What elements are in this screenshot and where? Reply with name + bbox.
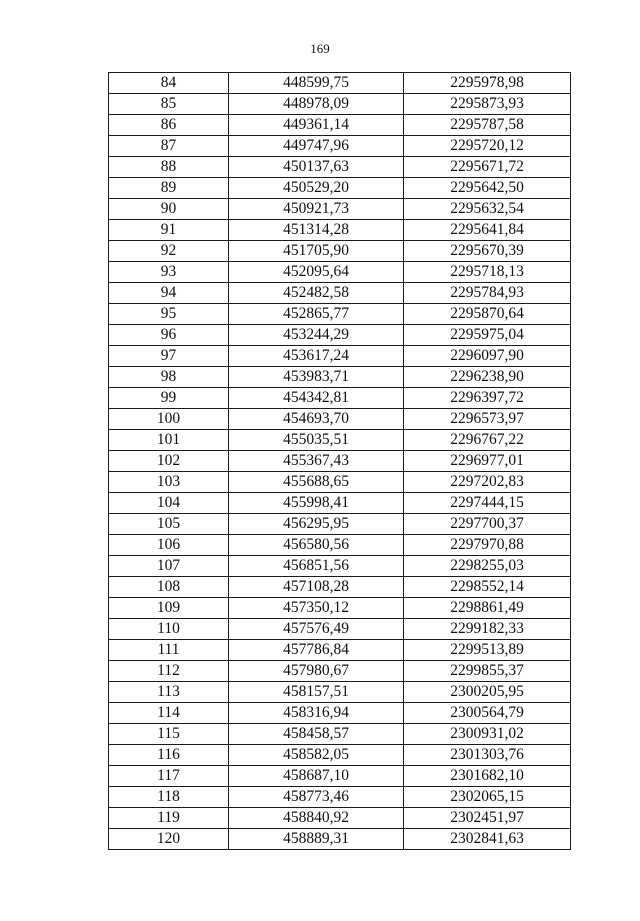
- point-number-cell: 91: [109, 220, 229, 241]
- x-coordinate-cell: 455035,51: [229, 430, 404, 451]
- table-row: [109, 94, 571, 115]
- y-coordinate-cell: 2295870,64: [404, 304, 571, 325]
- point-number-cell: 108: [109, 577, 229, 598]
- x-coordinate-cell: 451314,28: [229, 220, 404, 241]
- y-coordinate-cell: 2300205,95: [404, 682, 571, 703]
- x-coordinate-cell: 454693,70: [229, 409, 404, 430]
- y-coordinate-cell: 2295720,12: [404, 136, 571, 157]
- point-number-cell: 100: [109, 409, 229, 430]
- table-row: [109, 388, 571, 409]
- point-number-cell: 99: [109, 388, 229, 409]
- point-number-cell: 93: [109, 262, 229, 283]
- point-number-cell: 88: [109, 157, 229, 178]
- y-coordinate-cell: 2295978,98: [404, 73, 571, 94]
- table-row: [109, 430, 571, 451]
- table-row: [109, 703, 571, 724]
- table-row: [109, 640, 571, 661]
- table-row: [109, 577, 571, 598]
- y-coordinate-cell: 2296573,97: [404, 409, 571, 430]
- point-number-cell: 112: [109, 661, 229, 682]
- x-coordinate-cell: 456851,56: [229, 556, 404, 577]
- table-row: [109, 472, 571, 493]
- point-number-cell: 101: [109, 430, 229, 451]
- x-coordinate-cell: 457576,49: [229, 619, 404, 640]
- table-row: [109, 766, 571, 787]
- table-row: [109, 535, 571, 556]
- x-coordinate-cell: 448978,09: [229, 94, 404, 115]
- point-number-cell: 107: [109, 556, 229, 577]
- coordinates-table: [108, 72, 571, 850]
- y-coordinate-cell: 2299182,33: [404, 619, 571, 640]
- table-row: [109, 409, 571, 430]
- point-number-cell: 94: [109, 283, 229, 304]
- table-row: [109, 451, 571, 472]
- x-coordinate-cell: 458889,31: [229, 829, 404, 850]
- x-coordinate-cell: 449361,14: [229, 115, 404, 136]
- page-number: 169: [310, 41, 330, 56]
- point-number-cell: 104: [109, 493, 229, 514]
- x-coordinate-cell: 458840,92: [229, 808, 404, 829]
- y-coordinate-cell: 2296977,01: [404, 451, 571, 472]
- table-row: [109, 304, 571, 325]
- point-number-cell: 87: [109, 136, 229, 157]
- table-row: [109, 514, 571, 535]
- x-coordinate-cell: 451705,90: [229, 241, 404, 262]
- point-number-cell: 116: [109, 745, 229, 766]
- y-coordinate-cell: 2295670,39: [404, 241, 571, 262]
- y-coordinate-cell: 2297700,37: [404, 514, 571, 535]
- table-row: [109, 724, 571, 745]
- x-coordinate-cell: 458157,51: [229, 682, 404, 703]
- y-coordinate-cell: 2300931,02: [404, 724, 571, 745]
- y-coordinate-cell: 2295975,04: [404, 325, 571, 346]
- table-row: [109, 262, 571, 283]
- x-coordinate-cell: 453244,29: [229, 325, 404, 346]
- x-coordinate-cell: 458687,10: [229, 766, 404, 787]
- point-number-cell: 110: [109, 619, 229, 640]
- y-coordinate-cell: 2301303,76: [404, 745, 571, 766]
- table-row: [109, 73, 571, 94]
- table-row: [109, 157, 571, 178]
- point-number-cell: 119: [109, 808, 229, 829]
- table-row: [109, 220, 571, 241]
- table-row: [109, 619, 571, 640]
- y-coordinate-cell: 2298861,49: [404, 598, 571, 619]
- x-coordinate-cell: 456580,56: [229, 535, 404, 556]
- point-number-cell: 105: [109, 514, 229, 535]
- y-coordinate-cell: 2297444,15: [404, 493, 571, 514]
- x-coordinate-cell: 454342,81: [229, 388, 404, 409]
- table-row: [109, 115, 571, 136]
- point-number-cell: 95: [109, 304, 229, 325]
- x-coordinate-cell: 452095,64: [229, 262, 404, 283]
- table-row: [109, 325, 571, 346]
- table-row: [109, 787, 571, 808]
- y-coordinate-cell: 2295784,93: [404, 283, 571, 304]
- y-coordinate-cell: 2299855,37: [404, 661, 571, 682]
- point-number-cell: 109: [109, 598, 229, 619]
- x-coordinate-cell: 453617,24: [229, 346, 404, 367]
- point-number-cell: 98: [109, 367, 229, 388]
- table-row: [109, 199, 571, 220]
- x-coordinate-cell: 458458,57: [229, 724, 404, 745]
- point-number-cell: 96: [109, 325, 229, 346]
- point-number-cell: 111: [109, 640, 229, 661]
- table-row: [109, 556, 571, 577]
- y-coordinate-cell: 2302065,15: [404, 787, 571, 808]
- coordinates-table-body: [109, 73, 571, 850]
- point-number-cell: 118: [109, 787, 229, 808]
- y-coordinate-cell: 2295641,84: [404, 220, 571, 241]
- table-row: [109, 682, 571, 703]
- table-row: [109, 136, 571, 157]
- x-coordinate-cell: 457350,12: [229, 598, 404, 619]
- y-coordinate-cell: 2297202,83: [404, 472, 571, 493]
- y-coordinate-cell: 2298255,03: [404, 556, 571, 577]
- table-row: [109, 745, 571, 766]
- y-coordinate-cell: 2295718,13: [404, 262, 571, 283]
- x-coordinate-cell: 450529,20: [229, 178, 404, 199]
- x-coordinate-cell: 450921,73: [229, 199, 404, 220]
- point-number-cell: 115: [109, 724, 229, 745]
- y-coordinate-cell: 2302451,97: [404, 808, 571, 829]
- x-coordinate-cell: 457980,67: [229, 661, 404, 682]
- x-coordinate-cell: 449747,96: [229, 136, 404, 157]
- y-coordinate-cell: 2297970,88: [404, 535, 571, 556]
- point-number-cell: 114: [109, 703, 229, 724]
- x-coordinate-cell: 452865,77: [229, 304, 404, 325]
- y-coordinate-cell: 2295671,72: [404, 157, 571, 178]
- y-coordinate-cell: 2296397,72: [404, 388, 571, 409]
- point-number-cell: 92: [109, 241, 229, 262]
- y-coordinate-cell: 2300564,79: [404, 703, 571, 724]
- x-coordinate-cell: 448599,75: [229, 73, 404, 94]
- y-coordinate-cell: 2295632,54: [404, 199, 571, 220]
- point-number-cell: 113: [109, 682, 229, 703]
- y-coordinate-cell: 2296238,90: [404, 367, 571, 388]
- table-row: [109, 598, 571, 619]
- x-coordinate-cell: 458316,94: [229, 703, 404, 724]
- table-row: [109, 283, 571, 304]
- point-number-cell: 103: [109, 472, 229, 493]
- table-row: [109, 367, 571, 388]
- y-coordinate-cell: 2296767,22: [404, 430, 571, 451]
- point-number-cell: 84: [109, 73, 229, 94]
- table-row: [109, 808, 571, 829]
- point-number-cell: 120: [109, 829, 229, 850]
- x-coordinate-cell: 458582,05: [229, 745, 404, 766]
- x-coordinate-cell: 450137,63: [229, 157, 404, 178]
- x-coordinate-cell: 458773,46: [229, 787, 404, 808]
- y-coordinate-cell: 2301682,10: [404, 766, 571, 787]
- table-row: [109, 346, 571, 367]
- x-coordinate-cell: 455998,41: [229, 493, 404, 514]
- y-coordinate-cell: 2298552,14: [404, 577, 571, 598]
- point-number-cell: 102: [109, 451, 229, 472]
- y-coordinate-cell: 2299513,89: [404, 640, 571, 661]
- table-row: [109, 178, 571, 199]
- x-coordinate-cell: 453983,71: [229, 367, 404, 388]
- table-row: [109, 493, 571, 514]
- y-coordinate-cell: 2295642,50: [404, 178, 571, 199]
- point-number-cell: 90: [109, 199, 229, 220]
- y-coordinate-cell: 2295787,58: [404, 115, 571, 136]
- x-coordinate-cell: 455688,65: [229, 472, 404, 493]
- y-coordinate-cell: 2302841,63: [404, 829, 571, 850]
- x-coordinate-cell: 456295,95: [229, 514, 404, 535]
- point-number-cell: 97: [109, 346, 229, 367]
- point-number-cell: 85: [109, 94, 229, 115]
- y-coordinate-cell: 2296097,90: [404, 346, 571, 367]
- x-coordinate-cell: 452482,58: [229, 283, 404, 304]
- table-row: [109, 241, 571, 262]
- x-coordinate-cell: 455367,43: [229, 451, 404, 472]
- y-coordinate-cell: 2295873,93: [404, 94, 571, 115]
- table-row: [109, 829, 571, 850]
- x-coordinate-cell: 457786,84: [229, 640, 404, 661]
- x-coordinate-cell: 457108,28: [229, 577, 404, 598]
- point-number-cell: 106: [109, 535, 229, 556]
- point-number-cell: 86: [109, 115, 229, 136]
- point-number-cell: 117: [109, 766, 229, 787]
- table-row: [109, 661, 571, 682]
- point-number-cell: 89: [109, 178, 229, 199]
